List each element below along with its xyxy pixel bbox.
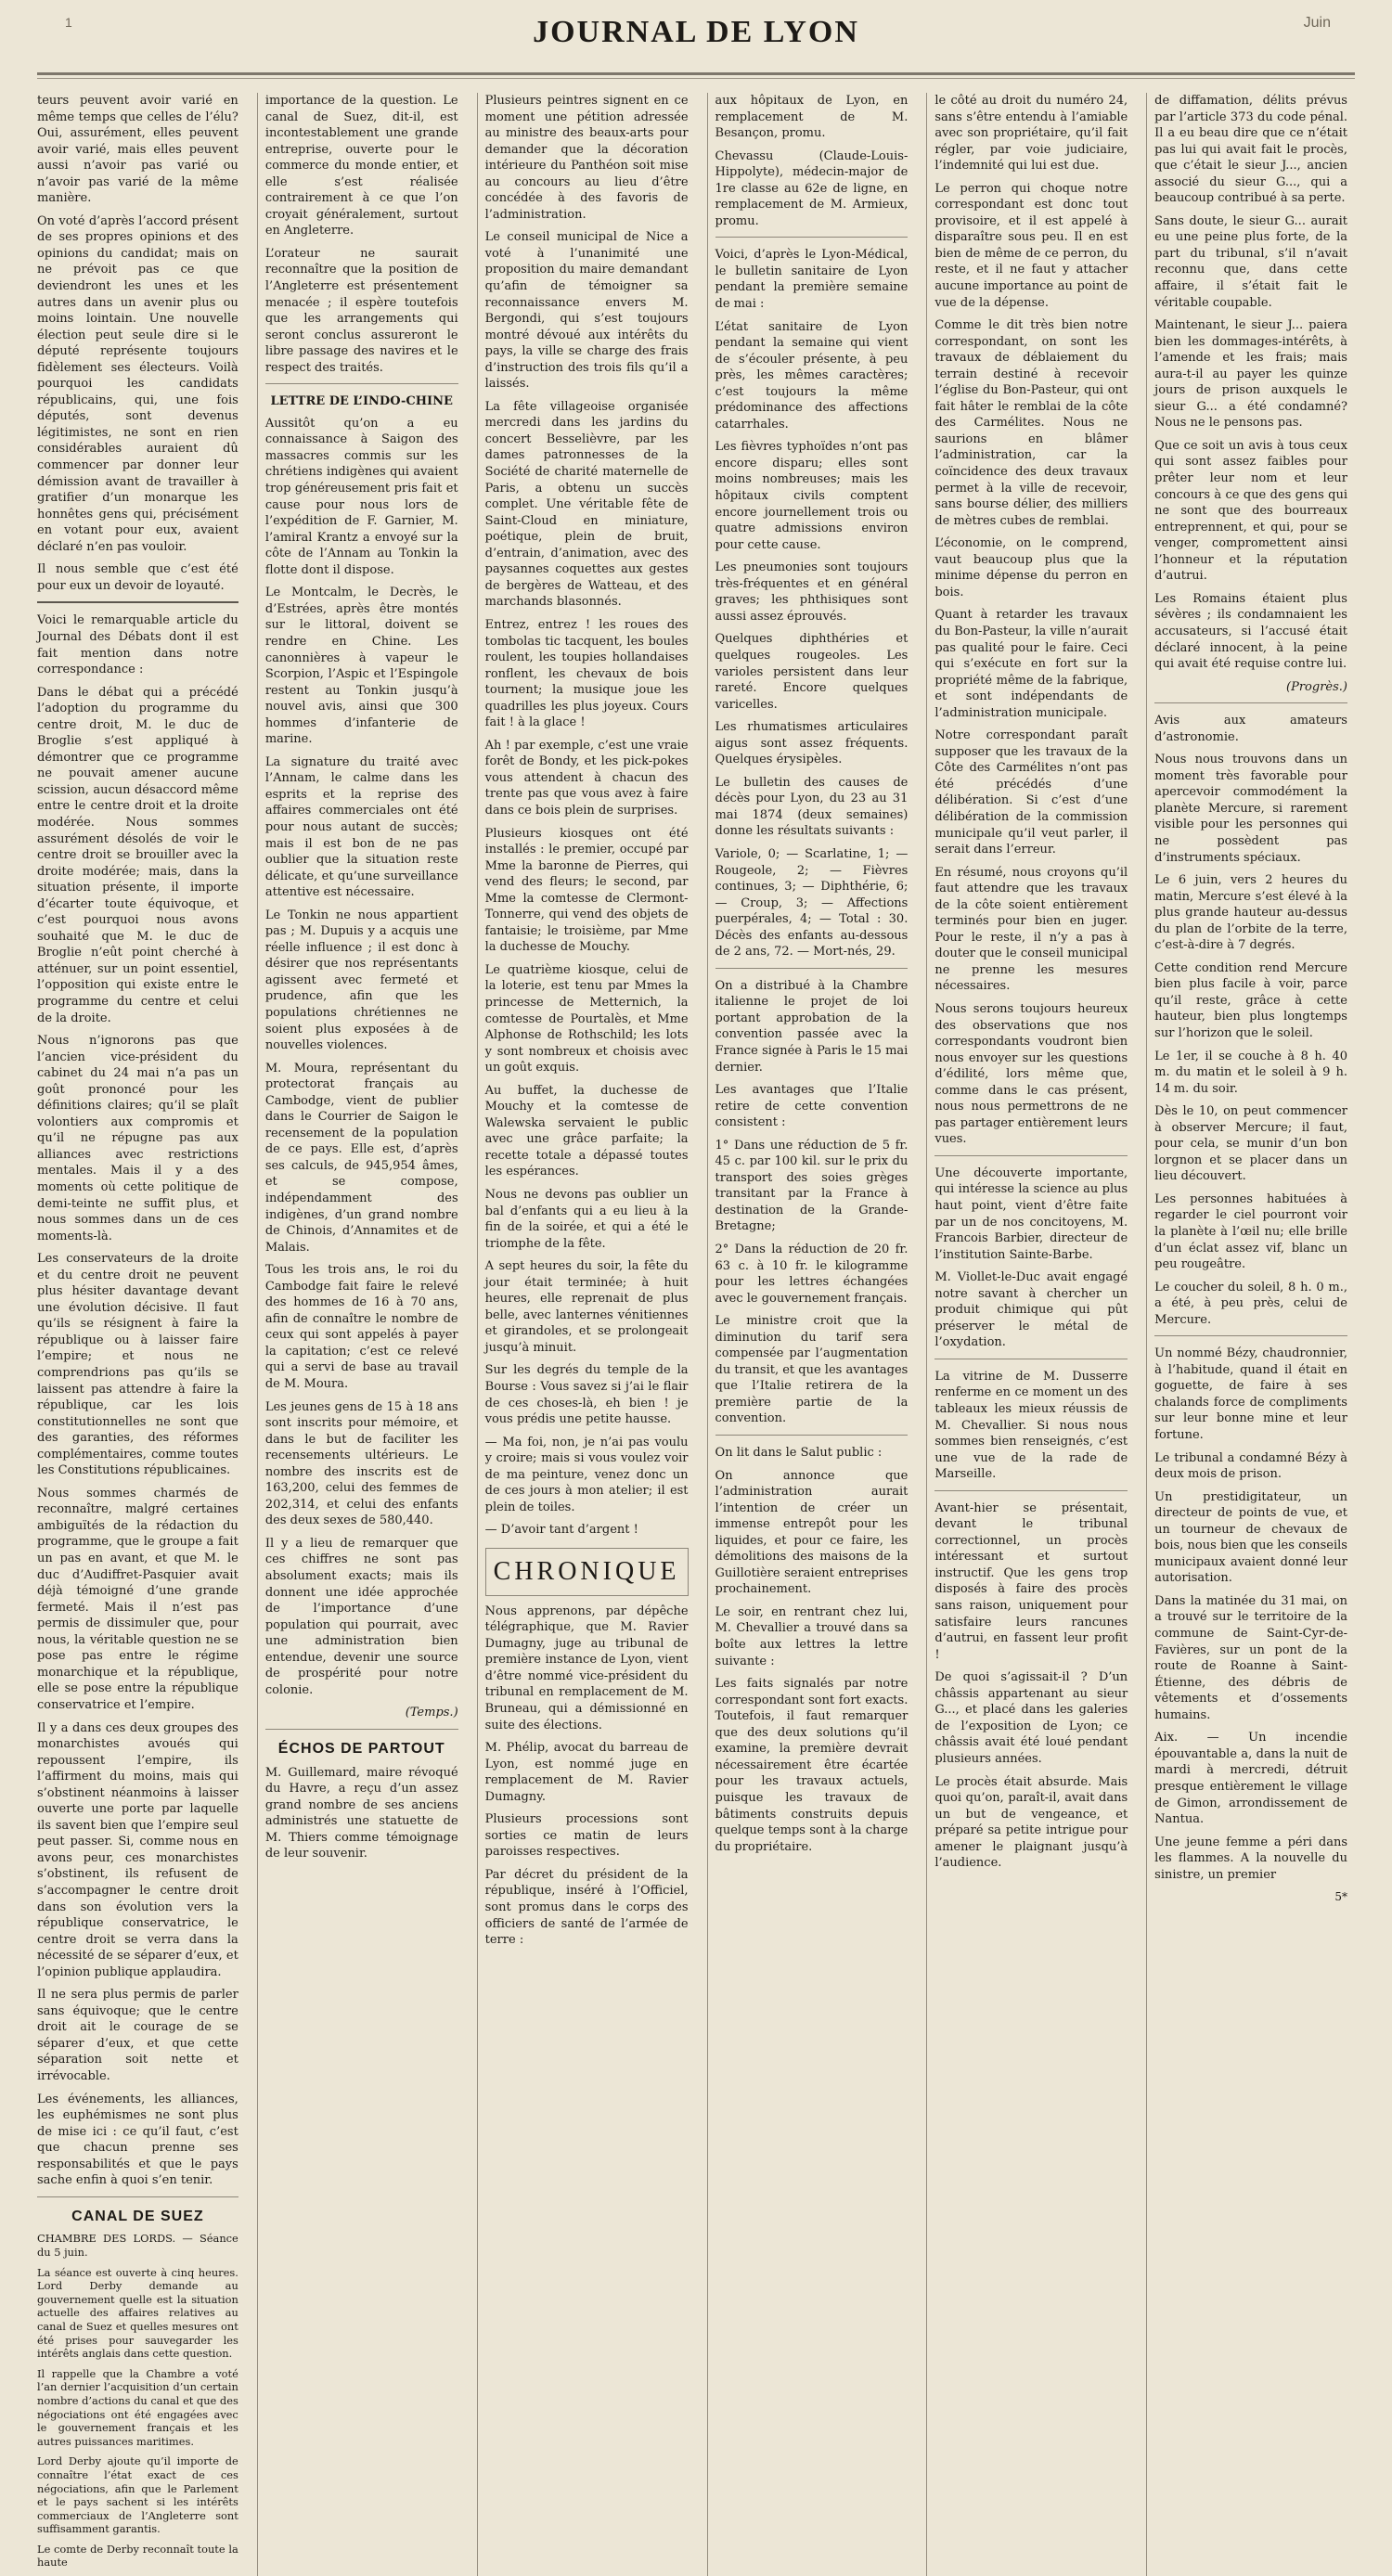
col2-paragraph-9: Les jeunes gens de 15 à 18 ans sont inscrits pour mémoire, et dans le but de faciliter les recensements ultérieurs. Le nombre des inscrits est de 163,200, celui des femmes de 202,314, et celui des enfants des deux sexes de 580,440. xyxy=(264,1399,458,1528)
col3-paragraph-3: La fête villageoise organisée mercredi dans les jardins du concert Besselièvre, par les dames patronnesses de la Société de charité maternelle de Paris, a obtenu un succès complet. Une véritable fête de Saint-Cloud en miniature, poétique, plein de bruit, d’entrain, d’animation, avec des paysannes coquettes aux gestes de bergères de Watteau, et des marchands blasonnés. xyxy=(484,399,689,610)
col4-paragraph-5: Les fièvres typhoïdes n’ont pas encore disparu; elles sont moins nombreuses; mais les hôpitaux civils comptent encore journellement trois ou quatre admissions environ pour cette cause. xyxy=(715,440,909,552)
col1-divider xyxy=(37,2196,238,2197)
column-6 xyxy=(1146,93,1355,2576)
col1-paragraph-9: Il y a dans ces deux groupes des monarchistes avoués qui repoussent l’empire, ils l’affirment du moins, mais qui s’obstinent néanmoins à laisser ouverte une porte par laquelle ils savent bien que l’empire seul peut passer. Si, comme nous en avons peur, ces monarchistes s’obstinent, ils refusent de s’accompagner le centre droit dans son évolution vers la république conservatrice, le centre droit se verra dans la nécessité de se séparer d’eux, et l’opinion publique applaudira. xyxy=(37,1720,238,1979)
col4-paragraph-13: 1° Dans une réduction de 5 fr. 45 c. par 100 kil. sur le prix du transport des soies grèges transitant par la France à destination de la Grande-Bretagne; xyxy=(715,1138,909,1234)
col4-paragraph-19: Les faits signalés par notre correspondant sont fort exacts. Toutefois, il faut remarquer que des deux solutions qu’il examine, la première devrait nécessairement être écartée pour les travaux actuels, puisque les travaux de bâtiments construits depuis quelque temps sont à la charge du propriétaire. xyxy=(715,1677,909,1854)
col5-paragraph-12: Avant-hier se présentait, devant le tribunal correctionnel, un procès intéressant et surtout instructif. Que les gens trop disposés à faire des procès sans raison, uniquement pour satisfaire leurs rancunes d’autrui, en fassent leur profit ! xyxy=(934,1501,1128,1662)
col1-divider-heavy xyxy=(37,601,238,603)
col2-paragraph-2: L’orateur ne saurait reconnaître que la position de l’Angleterre est présentement menacée ; il espère toutefois que les arrangements qui seront conclus assureront le libre passage des navires et le respect des traités. xyxy=(264,246,458,375)
col4-divider xyxy=(715,237,909,238)
col1-small-5: Le comte de Derby reconnaît toute la haute xyxy=(37,2542,238,2570)
col3-paragraph-14: Nous apprenons, par dépêche télégraphique, que M. Ravier Dumagny, juge au tribunal de première instance de Lyon, vient d’être nommé vice-président du tribunal en remplacement de M. Bruneau, qui a démissionné en suite des élections. xyxy=(484,1604,689,1732)
col4-paragraph-6: Les pneumonies sont toujours très-fréquentes et en général graves; les phthisiques sont aussi assez éprouvés. xyxy=(715,560,909,624)
page-stamp: 5* xyxy=(1334,1890,1347,1904)
col3-paragraph-12: — Ma foi, non, je n’ai pas voulu y croire; mais si vous voulez voir de ma peinture, venez donc un de ces jours à mon atelier; il est plein de toiles. xyxy=(484,1435,689,1514)
col1-small-3: Il rappelle que la Chambre a voté l’an dernier l’acquisition d’un certain nombre d’actions du canal et que des négociations ont été engagées avec le gouvernement français et les autres puissances maritimes. xyxy=(37,2366,238,2448)
column-1 xyxy=(37,93,246,2576)
col3-paragraph-2: Le conseil municipal de Nice a voté à l’unanimité une proposition du maire demandant qu’afin de témoigner sa reconnaissance envers M. Bergondi, qui s’est toujours montré dévoué aux intérêts du pays, la ville se charge des frais d’instruction des trois fils qu’il a laissés. xyxy=(484,230,689,392)
col4-divider-3 xyxy=(715,1435,909,1436)
temps-signature: (Temps.) xyxy=(405,1706,458,1720)
col6-paragraph-12: Les personnes habituées à regarder le ciel pourront voir la planète à l’œil nu; elle brille d’un éclat assez vif, blanc un peu rougeâtre. xyxy=(1154,1191,1347,1272)
col1-paragraph-8: Nous sommes charmés de reconnaître, malgré certaines ambiguïtés de la rédaction du programme, que le groupe a fait un pas en avant, et que M. le duc d’Audiffret-Pasquier avait déjà témoigné d’une grande fermeté. Mais il n’est pas permis de dissimuler que, pour nous, la véritable question ne se pose pas entre le régime monarchique et la république, elle se pose entre la république conservatrice et l’empire. xyxy=(37,1486,238,1712)
col3-paragraph-13: — D’avoir tant d’argent ! xyxy=(484,1523,638,1538)
col5-paragraph-6: Notre correspondant paraît supposer que les travaux de la Côte des Carmélites n’ont pas été précédés d’une délibération. Si c’est d’une délibération de la commission municipale qu’il veut parler, il serait dans l’erreur. xyxy=(934,728,1128,857)
col5-divider-3 xyxy=(934,1490,1128,1491)
col4-paragraph-11: On a distribué à la Chambre italienne le projet de loi portant approbation de la convention passée avec la France signée à Paris le 15 mai dernier. xyxy=(715,978,909,1075)
col5-paragraph-13: De quoi s’agissait-il ? D’un châssis appartenant au sieur G..., et placé dans les galeries de l’exposition de Lyon; ce châssis avait été loué pendant plusieurs années. xyxy=(934,1670,1128,1766)
col3-paragraph-4: Entrez, entrez ! les roues des tombolas tic tacquent, les boules roulent, les toupies hollandaises ronflent, les chevaux de bois tournent; la musique joue les quadrilles les plus joyeux. Cours fait ! à la glace ! xyxy=(484,617,689,730)
col2-paragraph-3: Aussitôt qu’on a eu connaissance à Saigon des massacres commis sur les chrétiens indigènes qui avaient trop généreusement pris fait et cause pour nous lors de l’expédition de F. Garnier, M. l’amiral Krantz a envoyé sur la côte de l’Annam au Tonkin la flotte dont il dispose. xyxy=(264,416,458,577)
col3-paragraph-15: M. Phélip, avocat du barreau de Lyon, est nommé juge en remplacement de M. Ravier Dumagny. xyxy=(484,1741,689,1804)
col3-paragraph-1: Plusieurs peintres signent en ce moment une pétition adressée au ministre des beaux-arts pour demander que la décoration intérieure du Panthéon soit mise au concours au lieu d’être concédée à des favoris de l’administration. xyxy=(484,94,689,222)
masthead xyxy=(0,0,1392,89)
col6-paragraph-7: Nous nous trouvons dans un moment très favorable pour apercevoir commodément la planète Mercure, si rarement visible pour les personnes qui ne possèdent pas d’instruments spéciaux. xyxy=(1154,753,1347,865)
progres-signature: (Progrès.) xyxy=(1286,679,1347,694)
col3-paragraph-16: Plusieurs processions sont sorties ce matin de leurs paroisses respectives. xyxy=(484,1812,689,1860)
col6-paragraph-2: Sans doute, le sieur G... aurait eu une peine plus forte, de la part du tribunal, s’il n’avait reconnu que, dans cette affaire, il s’était fait le véritable coupable. xyxy=(1154,213,1347,310)
column-5 xyxy=(926,93,1135,2576)
col4-paragraph-18: Le soir, en rentrant chez lui, M. Chevallier a trouvé dans sa boîte aux lettres la lettre suivante : xyxy=(715,1604,909,1668)
column-4 xyxy=(707,93,916,2576)
col6-paragraph-14: Un nommé Bézy, chaudronnier, à l’habitude, quand il était en goguette, de faire à ses chalands force de compliments sur leur bonne mine et leur fortune. xyxy=(1154,1346,1347,1443)
col6-paragraph-4: Que ce soit un avis à tous ceux qui sont assez faibles pour prêter leur nom et leur concours à ce que des gens qui ne sont que des bourreaux entreprennent, et qui, pour se venger, compromettent ainsi l’honneur et la réputation d’autrui. xyxy=(1154,438,1347,584)
col5-paragraph-2: Le perron qui choque notre correspondant est donc tout provisoire, et il est appelé à disparaître sous peu. Il en est bien de même de ce perron, du reste, et il ne faut y attacher aucune importance au point de vue de la dépense. xyxy=(934,181,1128,310)
col6-paragraph-10: Le 1er, il se couche à 8 h. 40 m. du matin et le soleil à 9 h. 14 m. du soir. xyxy=(1154,1049,1347,1096)
col6-paragraph-13: Le coucher du soleil, 8 h. 0 m., a été, à peu près, celui de Mercure. xyxy=(1154,1280,1347,1327)
col4-paragraph-7: Quelques diphthéries et quelques rougeoles. Les varioles persistent dans leur rareté. Encore quelques varicelles. xyxy=(715,632,909,712)
col4-paragraph-10: Variole, 0; — Scarlatine, 1; — Rougeole, 2; — Fièvres continues, 3; — Diphthérie, 6; — Croup, 3; — Affections puerpérales, 4; — Total : 30. Décès des enfants au-dessous de 2 ans, 72. — Mort-nés, 29. xyxy=(715,846,909,960)
col2-paragraph-8: Tous les trois ans, le roi du Cambodge fait faire le relevé des hommes de 16 à 70 ans, afin de connaître le nombre de ceux qui sont appelés à payer la capitation; c’est ce relevé qui a servi de base au travail de M. Moura. xyxy=(264,1263,458,1392)
masthead-left: 1 xyxy=(65,15,72,30)
col1-paragraph-1: teurs peuvent avoir varié en même temps que celles de l’élu? Oui, assurément, elles peuvent avoir varié, mais elles peuvent aussi n’avoir pas varié ou n’avoir pas varié de la même manière. xyxy=(37,94,238,206)
col6-paragraph-11: Dès le 10, on peut commencer à observer Mercure; il faut, pour cela, se munir d’un bon lorgnon et se placer dans un lieu découvert. xyxy=(1154,1104,1347,1184)
col1-paragraph-10: Il ne sera plus permis de parler sans équivoque; que le centre droit ait le courage de se séparer d’eux, et que cette séparation soit nette et irrévocable. xyxy=(37,1988,238,2083)
col5-paragraph-4: L’économie, on le comprend, vaut beaucoup plus que la minime dépense du perron en bois. xyxy=(934,536,1128,599)
col6-paragraph-5: Les Romains étaient plus sévères ; ils condamnaient les accusateurs, si l’accusé était déclaré innocent, à la peine qui avait été requise contre lui. xyxy=(1154,591,1347,672)
col2-divider-2 xyxy=(265,1729,458,1730)
col6-paragraph-8: Le 6 juin, vers 2 heures du matin, Mercure s’est élevé à la plus grande hauteur au-dessus du plan de l’orbite de la terre, c’est-à-dire à 7 degrés. xyxy=(1154,873,1347,953)
col6-paragraph-6: Avis aux amateurs d’astronomie. xyxy=(1154,714,1347,744)
column-3 xyxy=(477,93,696,2576)
col4-paragraph-17: On annonce que l’administration aurait l’intention de créer un immense entrepôt pour les liquides, et pour ce faire, les démolitions des maisons de la Guillotière seraient entreprises prochainement. xyxy=(715,1468,909,1597)
col4-divider-2 xyxy=(715,968,909,969)
col4-paragraph-1: aux hôpitaux de Lyon, en remplacement de M. Besançon, promu. xyxy=(715,94,909,141)
col3-paragraph-8: Au buffet, la duchesse de Mouchy et la comtesse de Walewska servaient le public avec une grâce parfaite; la recette totale a dépassé toutes les espérances. xyxy=(484,1083,689,1179)
col6-divider-2 xyxy=(1154,1335,1347,1336)
col1-small-4: Lord Derby ajoute qu’il importe de connaître l’état exact de ces négociations, afin que le Parlement et le pays sachent si les intérêts commerciaux de l’Angleterre sont suffisamment garantis. xyxy=(37,2454,238,2536)
indochina-heading: LETTRE DE L’INDO-CHINE xyxy=(270,394,453,409)
newspaper-title: JOURNAL DE LYON xyxy=(533,15,859,49)
col5-paragraph-1: le côté au droit du numéro 24, sans s’être entendu à l’amiable avec son propriétaire, qu’il fait régler, par voie judiciaire, l’indemnité qui lui est due. xyxy=(934,94,1128,174)
col6-paragraph-16: Un prestidigitateur, un directeur de points de vue, et un tourneur de chevaux de bois, nous bien que les conseils municipaux avaient donné leur autorisation. xyxy=(1154,1489,1347,1586)
col2-paragraph-7: M. Moura, représentant du protectorat français au Cambodge, vient de publier dans le Courrier de Saigon le recensement de la population de ce pays. Elle est, d’après ses calculs, de 945,954 âmes, et se compose, indépendamment des indigènes, d’un grand nombre de Chinois, d’Annamites et de Malais. xyxy=(264,1061,458,1255)
col2-divider xyxy=(265,383,458,384)
col1-paragraph-5: Dans le débat qui a précédé l’adoption du programme du centre droit, M. le duc de Broglie s’est appliqué à démontrer que ce programme ne pouvait amener aucune scission, aucun désaccord même entre le centre droit et la droite modérée. Nous sommes assurément désolés de voir le centre droit se brouiller avec la droite modérée; mais, dans la situation présente, il importe d’écarter toute équivoque, et c’est pourquoi nous avons souhaité que M. le duc de Broglie n’eût point cherché à atténuer, sur un point essentiel, l’opposition qui existe entre le programme du centre et celui de la droite. xyxy=(37,685,238,1025)
col5-paragraph-10: M. Viollet-le-Duc avait engagé notre savant à chercher un produit chimique qui pût préserver le métal de l’oxydation. xyxy=(934,1270,1128,1350)
masthead-right: Juin xyxy=(1303,15,1331,31)
col5-divider xyxy=(934,1155,1128,1156)
col1-paragraph-4: Voici le remarquable article du Journal des Débats dont il est fait mention dans notre correspondance : xyxy=(37,613,238,677)
col1-paragraph-2: On voté d’après l’accord présent de ses propres opinions et des opinions du candidat; mais on ne prévoit pas ce que deviendront les unes et les autres dans un avenir plus ou moins lointain. Une nouvelle élection peut seule dire si le député représente toujours fidèlement ses électeurs. Voilà pourquoi les candidats républicains, qui, une fois députés, sont devenus légitimistes, ne sont en rien considérables auraient dû commencer par donner leur démission avant de travailler à gratifier d’un monarque les honnêtes gens qui, précisément en votant pour eux, avaient déclaré n’en pas vouloir. xyxy=(37,213,238,554)
col6-paragraph-9: Cette condition rend Mercure bien plus facile à voir, parce qu’il reste, grâce à cette hauteur, bien plus longtemps sur l’horizon que le soleil. xyxy=(1154,960,1347,1040)
echoes-heading: ÉCHOS DE PARTOUT xyxy=(277,1740,445,1757)
col4-paragraph-15: Le ministre croit que la diminution du tarif sera compensée par l’augmentation du transit, et que les avantages que l’Italie retirera de la première partie de la convention. xyxy=(715,1314,909,1426)
col1-paragraph-3: Il nous semble que c’est été pour eux un devoir de loyauté. xyxy=(37,562,238,593)
col2-paragraph-10: Il y a lieu de remarquer que ces chiffres ne sont pas absolument exacts; mais ils donnent une idée approchée de l’importance d’une population qui pourrait, avec une administration bien entendue, devenir une source de prospérité pour notre colonie. xyxy=(264,1536,458,1697)
col4-paragraph-3: Voici, d’après le Lyon-Médical, le bulletin sanitaire de Lyon pendant la première semaine de mai : xyxy=(715,248,909,312)
col6-paragraph-19: Une jeune femme a péri dans les flammes. A la nouvelle du sinistre, un premier xyxy=(1154,1835,1347,1882)
col3-paragraph-17: Par décret du président de la république, inséré à l’Officiel, sont promus dans le corps des officiers de santé de l’armée de terre : xyxy=(484,1867,689,1948)
masthead-rule xyxy=(37,72,1355,75)
col5-paragraph-5: Quant à retarder les travaux du Bon-Pasteur, la ville n’aurait pas qualité pour le faire. Ceci qui s’exécute en fort sur la propriété même de la fabrique, et sont indépendants de l’administration municipale. xyxy=(934,608,1128,720)
col4-paragraph-14: 2° Dans la réduction de 20 fr. 63 c. à 10 fr. le kilogramme pour les lettres échangées avec le gouvernement français. xyxy=(715,1243,909,1306)
col4-paragraph-16: On lit dans le Salut public : xyxy=(715,1446,883,1461)
suez-heading: CANAL DE SUEZ xyxy=(71,2208,204,2224)
col6-paragraph-3: Maintenant, le sieur J... paiera bien les dommages-intérêts, à l’amende et les frais; mais aura-t-il au payer les quinze jours de prison auxquels le sieur G... a été condamné? Nous ne le pensons pas. xyxy=(1154,318,1347,431)
col2-paragraph-5: La signature du traité avec l’Annam, le calme dans les esprits et la reprise des affaires commerciales ont été pour nous autant de succès; mais il est bon de ne pas oublier que la situation reste délicate, et qu’une surveillance attentive est nécessaire. xyxy=(264,754,458,900)
col1-paragraph-7: Les conservateurs de la droite et du centre droit ne peuvent plus hésiter davantage devant une évolution décisive. Il faut qu’ils se résignent à faire la république ou à laisser faire l’empire; et nous ne comprendrions pas qu’ils se laissent pas attendre à faire la république, car les lois constitutionnelles ne sont que des garanties, des réformes complémentaires, comme toutes les Constitutions républicaines. xyxy=(37,1252,238,1478)
col1-small-1: CHAMBRE DES LORDS. — Séance du 5 juin. xyxy=(37,2232,238,2259)
col4-paragraph-4: L’état sanitaire de Lyon pendant la semaine qui vient de s’écouler présente, à peu près, les mêmes caractères; c’est toujours la même prédominance des affections catarrhales. xyxy=(715,319,909,431)
col3-paragraph-10: A sept heures du soir, la fête du jour était terminée; à huit heures, elle reprenait de plus belle, avec lanternes vénitiennes et girandoles, et se prolongeait jusqu’à minuit. xyxy=(484,1259,689,1355)
col6-paragraph-15: Le tribunal a condamné Bézy à deux mois de prison. xyxy=(1154,1450,1347,1482)
col5-paragraph-3: Comme le dit très bien notre correspondant, on sont les travaux de déblaiement du terrain destiné à recevoir l’église du Bon-Pasteur, qui ont fait hâter le remblai de la côte des Carmélites. Nous ne saurions en blâmer l’administration, car la coïncidence des deux travaux permet à la ville de recevoir, sans bourse délier, des milliers de mètres cubes de remblai. xyxy=(934,318,1128,528)
col6-paragraph-18: Aix. — Un incendie épouvantable a, dans la nuit de mardi à mercredi, détruit presque entièrement le village de Gimon, arrondissement de Nantua. xyxy=(1154,1731,1347,1827)
col3-paragraph-7: Le quatrième kiosque, celui de la loterie, est tenu par Mmes la princesse de Metternich, la comtesse de Pourtalès, et Mme Alphonse de Rothschild; les lots y sont nombreux et choisis avec un goût exquis. xyxy=(484,962,689,1075)
col4-paragraph-12: Les avantages que l’Italie retire de cette convention consistent : xyxy=(715,1083,909,1130)
newspaper-columns xyxy=(37,93,1355,2570)
col2-paragraph-11: M. Guillemard, maire révoqué du Havre, a reçu d’un assez grand nombre de ses anciens administrés une statuette de M. Thiers comme témoignage de leur souvenir. xyxy=(264,1765,458,1861)
col2-paragraph-4: Le Montcalm, le Decrès, le d’Estrées, après être montés sur le littoral, doivent se rendre en Chine. Les canonnières à vapeur le Scorpion, l’Aspic et l’Espingole restent au Tonkin jusqu’à nouvel avis, ainsi que 300 hommes d’infanterie de marine. xyxy=(264,586,458,747)
col1-paragraph-6: Nous n’ignorons pas que l’ancien vice-président du cabinet du 24 mai n’a pas un goût prononcé pour les définitions claires; qu’il se plaît volontiers aux compromis et qu’il ne répugne pas aux alliances avec restrictions mentales. Mais il y a des moments où cette politique de demi-teinte ne suffit plus, et nous sommes dans un de ces moments-là. xyxy=(37,1034,238,1243)
col5-paragraph-11: La vitrine de M. Dusserre renferme en ce moment un des tableaux les mieux réussis de M. Chevallier. Si nous nous sommes bien renseignés, c’est une vue de la rade de Marseille. xyxy=(934,1369,1128,1482)
col6-paragraph-1: de diffamation, délits prévus par l’article 373 du code pénal. Il a eu beau dire que ce n’était pas lui qui avait fait le procès, que c’était le sieur J..., ancien associé du sieur G..., qui a beaucoup contribué à sa perte. xyxy=(1154,94,1347,206)
col3-paragraph-6: Plusieurs kiosques ont été installés : le premier, occupé par Mme la baronne de Pierres, qui vend des fleurs; le second, par Mme la comtesse de Clermont-Tonnerre, qui vend des objets de fantaisie; le troisième, par Mme la duchesse de Mouchy. xyxy=(484,826,689,955)
col6-paragraph-17: Dans la matinée du 31 mai, on a trouvé sur le territoire de la commune de Saint-Cyr-de-Favières, sur un pont de la route de Roanne à Saint-Étienne, des débris de vêtements et d’ossements humains. xyxy=(1154,1593,1347,1722)
col5-paragraph-9: Une découverte importante, qui intéresse la science au plus haut point, vient d’être faite par un de nos concitoyens, M. Francois Barbier, directeur de l’institution Sainte-Barbe. xyxy=(934,1166,1128,1262)
col5-paragraph-14: Le procès était absurde. Mais quoi qu’on, paraît-il, avait dans un but de vengeance, et préparé sa petite intrigue pour amener le plaignant jusqu’à l’audience. xyxy=(934,1774,1128,1871)
col2-paragraph-6: Le Tonkin ne nous appartient pas ; M. Dupuis y a acquis une réelle influence ; il est donc à désirer que nos représentants agissent avec fermeté et prudence, afin que les populations chrétiennes ne soient plus exposées à de nouvelles violences. xyxy=(264,908,458,1053)
col6-divider xyxy=(1154,702,1347,703)
col4-paragraph-2: Chevassu (Claude-Louis-Hippolyte), médecin-major de 1re classe au 62e de ligne, en remplacement de M. Armieux, promu. xyxy=(715,148,909,228)
col4-paragraph-8: Les rhumatismes articulaires aigus sont assez fréquents. Quelques érysipèles. xyxy=(715,720,909,767)
col3-paragraph-5: Ah ! par exemple, c’est une vraie forêt de Bondy, et les pick-pokes vous attendent à chacun des trente pas que vous avez à faire dans ce bois plein de surprises. xyxy=(484,738,689,818)
col5-paragraph-8: Nous serons toujours heureux des observations que nos correspondants voudront bien nous envoyer sur les questions d’édilité, lors même que, comme dans le cas présent, nous nous permettrons de ne pas partager entièrement leurs vues. xyxy=(934,1001,1128,1147)
col3-paragraph-11: Sur les degrés du temple de la Bourse : Vous savez si j’ai le flair de ces choses-là, eh bien ! je vous prédis une petite hausse. xyxy=(484,1363,689,1427)
column-2 xyxy=(257,93,466,2576)
col3-paragraph-9: Nous ne devons pas oublier un bal d’enfants qui a eu lieu à la fin de la soirée, et qui a été le triomphe de la fête. xyxy=(484,1188,689,1251)
col2-paragraph-1: importance de la question. Le canal de Suez, dit-il, est incontestablement une grande entreprise, ouverte pour le commerce du monde entier, et elle s’est réalisée contrairement à ce que l’on croyait généralement, surtout en Angleterre. xyxy=(264,94,458,238)
col1-paragraph-11: Les événements, les alliances, les euphémismes ne sont plus de mise ici : ce qu’il faut, c’est que chacun prenne ses responsabilités et que le pays sache enfin à quoi s’en tenir. xyxy=(37,2092,238,2188)
masthead-rule-thin xyxy=(37,78,1355,79)
chronique-banner: CHRONIQUE xyxy=(485,1548,689,1596)
col5-paragraph-7: En résumé, nous croyons qu’il faut attendre que les travaux de la côte soient entièrement terminés pour bien en juger. Pour le reste, il n’y a pas à douter que le conseil municipal ne prenne les mesures nécessaires. xyxy=(934,865,1128,994)
col1-small-2: La séance est ouverte à cinq heures. Lord Derby demande au gouvernement quelle est la situation actuelle des affaires relatives au canal de Suez et quelles mesures ont été prises pour sauvegarder les intérêts anglais dans cette question. xyxy=(37,2265,238,2361)
col4-paragraph-9: Le bulletin des causes de décès pour Lyon, du 23 au 31 mai 1874 (deux semaines) donne les résultats suivants : xyxy=(715,775,909,839)
